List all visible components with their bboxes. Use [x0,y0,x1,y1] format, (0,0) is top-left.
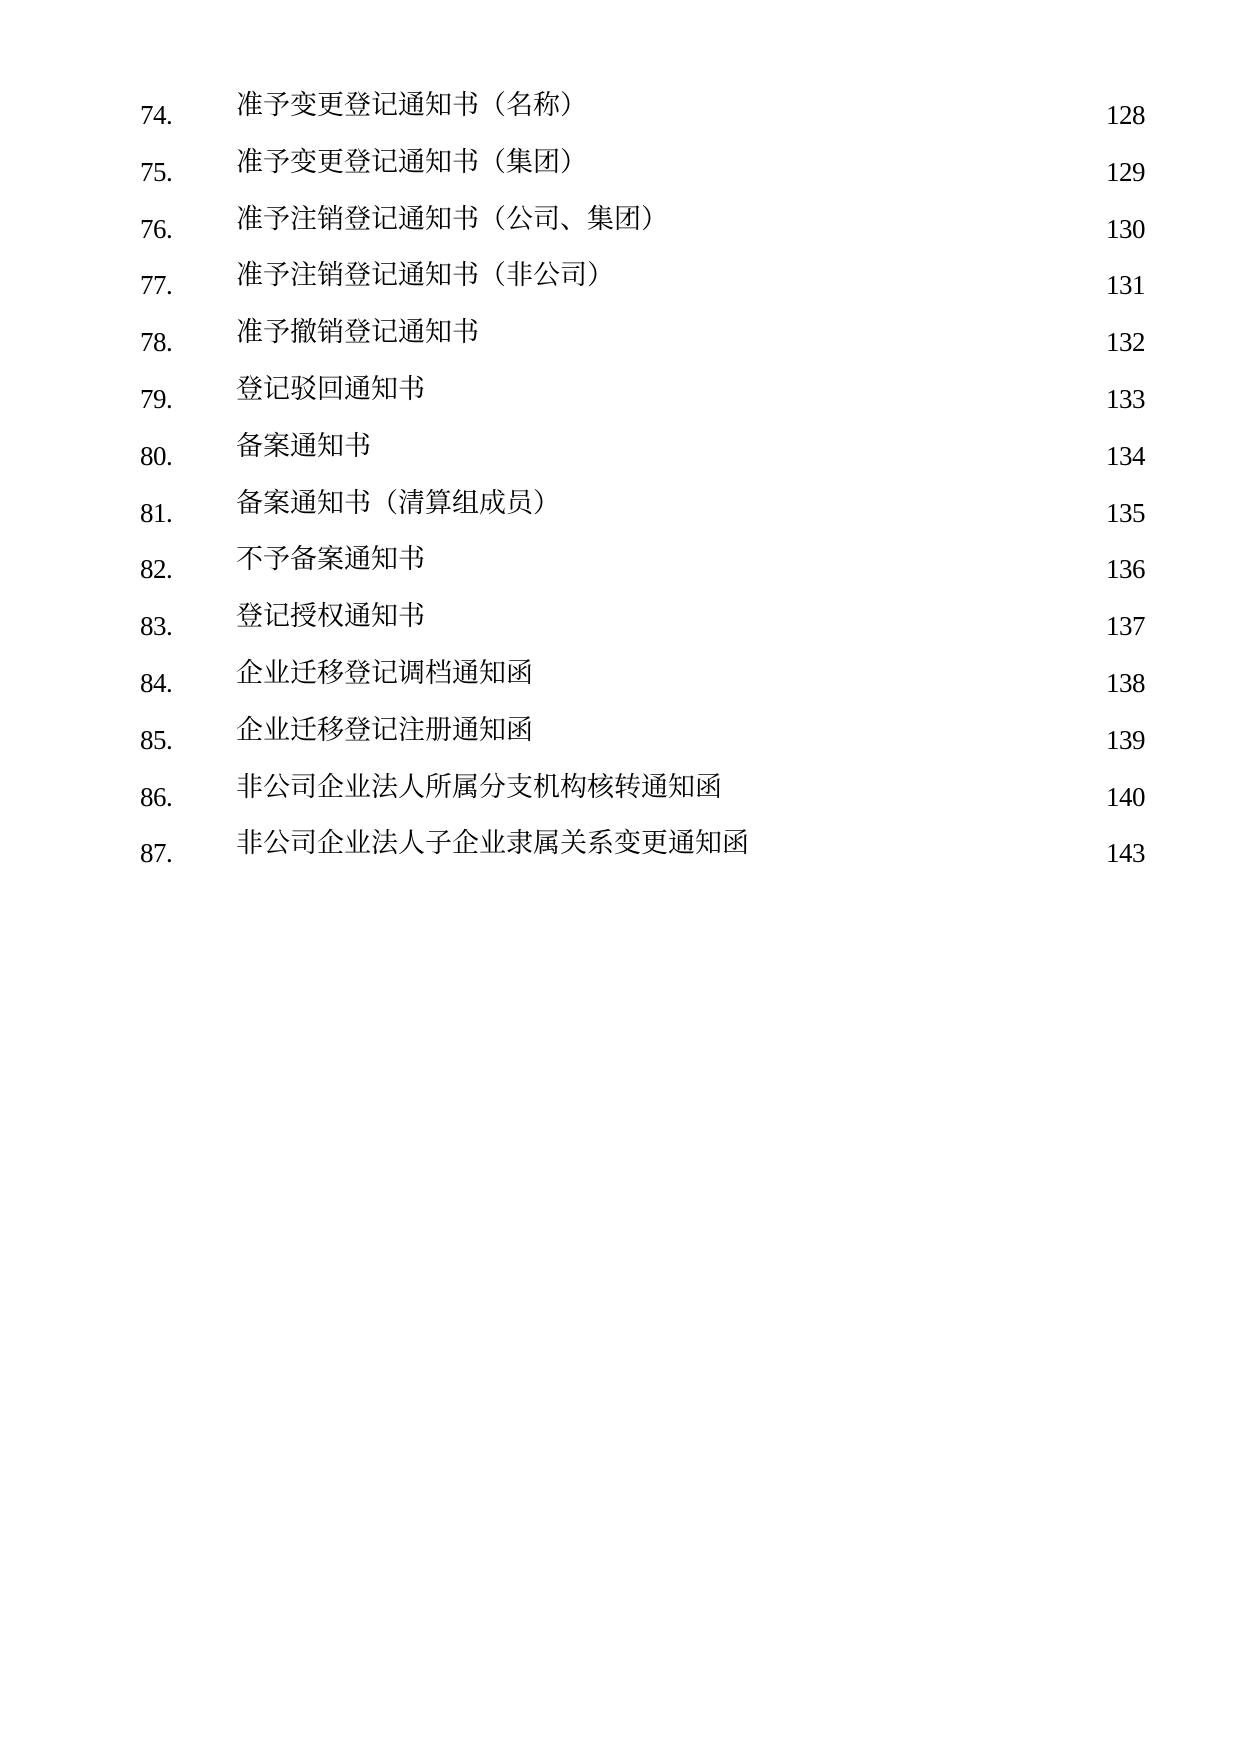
toc-entry-page: 131 [1106,270,1145,301]
toc-entry-title: 准予注销登记通知书（非公司） [236,260,614,292]
toc-entry-title: 登记授权通知书 [236,601,425,633]
toc-entry-number: 80. [140,440,173,471]
toc-entry[interactable] [140,256,1145,313]
toc-entry-title: 准予撤销登记通知书 [236,317,479,349]
toc-entry[interactable] [140,200,1145,257]
toc-entry[interactable] [140,427,1145,484]
toc-entry-page: 136 [1106,554,1145,585]
toc-entry[interactable] [140,370,1145,427]
toc-entry-title: 备案通知书（清算组成员） [236,487,560,519]
toc-entry-number: 77. [140,270,173,301]
toc-entry-title: 登记驳回通知书 [236,373,425,405]
toc-entry-title: 不予备案通知书 [236,544,425,576]
toc-entry-number: 74. [140,100,173,130]
toc-entry[interactable] [140,654,1145,711]
toc-entry-page: 129 [1106,156,1145,187]
toc-entry-page: 128 [1106,100,1145,130]
toc-entry-title: 非公司企业法人所属分支机构核转通知函 [236,771,722,803]
toc-entry-page: 139 [1106,724,1145,755]
toc-entry-number: 83. [140,611,173,642]
toc-entry-page: 130 [1106,213,1145,244]
toc-entry-page: 143 [1106,838,1145,869]
toc-entry[interactable] [140,824,1145,881]
toc-entry-page: 140 [1106,781,1145,812]
toc-entry-number: 85. [140,724,173,755]
toc-entry-number: 79. [140,383,173,414]
toc-entry-title: 企业迁移登记调档通知函 [236,657,533,689]
toc-entry-title: 备案通知书 [236,430,371,462]
toc-entry-number: 84. [140,667,173,698]
toc-entry-number: 81. [140,497,173,528]
toc-entry-title: 准予注销登记通知书（公司、集团） [236,203,668,235]
toc-entry[interactable] [140,313,1145,370]
toc-entry-page: 137 [1106,611,1145,642]
toc-entry-title: 准予变更登记通知书（集团） [236,146,587,178]
toc-entry[interactable] [140,484,1145,541]
toc-entry-page: 134 [1106,440,1145,471]
toc-entry[interactable] [140,711,1145,768]
toc-entry-number: 75. [140,156,173,187]
toc-entry-number: 87. [140,838,173,869]
toc-entry-number: 82. [140,554,173,585]
toc-entry-title: 非公司企业法人子企业隶属关系变更通知函 [236,828,749,860]
toc-entry[interactable] [140,597,1145,654]
toc-entry-page: 138 [1106,667,1145,698]
toc-entry[interactable] [140,768,1145,825]
toc-entry-page: 135 [1106,497,1145,528]
toc-entry-title: 准予变更登记通知书（名称） [236,90,587,121]
toc-entry-number: 86. [140,781,173,812]
toc-entry[interactable] [140,86,1145,143]
toc-entry-page: 133 [1106,383,1145,414]
toc-entry[interactable] [140,540,1145,597]
toc-entry-number: 76. [140,213,173,244]
toc-entry-title: 企业迁移登记注册通知函 [236,714,533,746]
table-of-contents [140,86,1145,881]
toc-entry-page: 132 [1106,327,1145,358]
toc-entry-number: 78. [140,327,173,358]
toc-entry[interactable] [140,143,1145,200]
